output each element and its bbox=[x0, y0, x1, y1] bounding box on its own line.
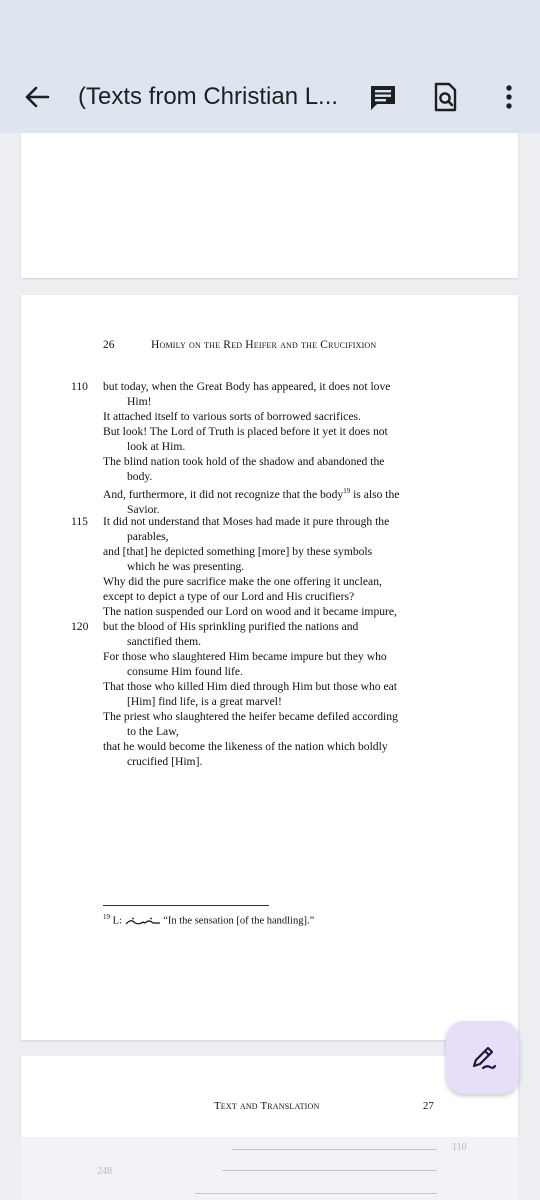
poem-line bbox=[71, 619, 443, 649]
running-head-title: Homily on the Red Heifer and the Crucifixion bbox=[151, 339, 377, 351]
back-arrow-icon[interactable] bbox=[20, 80, 54, 114]
line-text: Why did the pure sacrifice make the one offering it unclean, bbox=[103, 575, 382, 588]
poem-line bbox=[103, 484, 443, 517]
ghost-syriac-line bbox=[222, 1170, 437, 1171]
ghost-syriac-line bbox=[195, 1193, 437, 1194]
ghost-line-number: 110 bbox=[452, 1142, 467, 1153]
poem-line bbox=[103, 649, 443, 679]
poem-line bbox=[103, 454, 443, 484]
poem-line bbox=[103, 679, 443, 709]
footnote bbox=[103, 913, 463, 927]
pdf-page-previous bbox=[21, 133, 518, 278]
line-continuation: Savior. bbox=[127, 502, 160, 516]
footnote-text: “In the sensation [of the handling].” bbox=[163, 915, 315, 927]
line-text: But look! The Lord of Truth is placed before it yet it does not bbox=[103, 425, 388, 438]
line-continuation: Him! bbox=[127, 395, 152, 408]
poem-line bbox=[103, 574, 443, 589]
line-text: but today, when the Great Body has appeared, it does not love bbox=[103, 380, 391, 393]
line-text: and [that] he depicted something [more] by these symbols bbox=[103, 545, 373, 558]
line-number: 110 bbox=[71, 380, 88, 393]
bottom-fade-overlay bbox=[0, 1137, 540, 1200]
ghost-page-number: 248 bbox=[97, 1166, 112, 1177]
line-text: The priest who slaughtered the heifer became defiled according bbox=[103, 710, 398, 723]
poem-line bbox=[103, 589, 443, 604]
line-text-after: is also the bbox=[350, 487, 400, 501]
line-continuation: look at Him. bbox=[127, 440, 186, 453]
more-vert-icon[interactable] bbox=[492, 80, 526, 114]
line-text: That those who killed Him died through Him but those who eat bbox=[103, 680, 397, 693]
poem-line bbox=[103, 424, 443, 454]
poem-line bbox=[71, 379, 443, 409]
line-text: The blind nation took hold of the shadow and abandoned the bbox=[103, 455, 385, 468]
app-bar bbox=[0, 0, 540, 133]
line-continuation: body. bbox=[127, 470, 153, 483]
line-continuation: crucified [Him]. bbox=[127, 755, 203, 768]
syriac-word-glyph-icon bbox=[125, 917, 161, 926]
poem-line bbox=[103, 709, 443, 739]
annotate-fab-button[interactable] bbox=[446, 1021, 519, 1094]
line-continuation: consume Him found life. bbox=[127, 665, 243, 678]
line-continuation: parables, bbox=[127, 530, 169, 543]
line-continuation: to the Law, bbox=[127, 725, 179, 738]
poem-line bbox=[103, 604, 443, 619]
line-continuation: which he was presenting. bbox=[127, 560, 245, 573]
poem-line bbox=[71, 514, 443, 544]
footnote-mark: 19 bbox=[103, 913, 110, 921]
line-text: For those who slaughtered Him became impure but they who bbox=[103, 650, 387, 663]
line-number: 115 bbox=[71, 515, 88, 528]
footnote-divider bbox=[103, 905, 269, 906]
line-text: And, furthermore, it did not recognize that the body bbox=[103, 487, 344, 501]
poem-line bbox=[103, 544, 443, 574]
line-number: 120 bbox=[71, 620, 89, 633]
line-text: It did not understand that Moses had made it pure through the bbox=[103, 515, 390, 528]
footnote-reference[interactable]: 19 bbox=[343, 487, 351, 495]
line-continuation: sanctified them. bbox=[127, 635, 202, 648]
edit-pen-icon bbox=[468, 1043, 497, 1072]
ghost-syriac-line bbox=[232, 1149, 437, 1150]
footnote-prefix: L: bbox=[112, 915, 122, 927]
page-number: 26 bbox=[103, 339, 115, 351]
poem-line bbox=[103, 409, 443, 424]
line-continuation: [Him] find life, is a great marvel! bbox=[127, 695, 282, 708]
running-head-title: Text and Translation bbox=[214, 1100, 320, 1112]
line-text: that he would become the likeness of the nation which boldly bbox=[103, 740, 388, 753]
line-text: The nation suspended our Lord on wood and it became impure, bbox=[103, 605, 397, 618]
document-title: (Texts from Christian L... bbox=[78, 83, 339, 110]
pdf-page-26 bbox=[21, 295, 518, 1040]
page-number: 27 bbox=[423, 1100, 434, 1112]
poem-line bbox=[103, 739, 443, 769]
line-text: but the blood of His sprinkling purified the nations and bbox=[103, 620, 359, 633]
line-text: It attached itself to various sorts of borrowed sacrifices. bbox=[103, 410, 361, 423]
find-in-page-icon[interactable] bbox=[428, 80, 462, 114]
line-text: except to depict a type of our Lord and His crucifiers? bbox=[103, 590, 355, 603]
comment-icon[interactable] bbox=[366, 80, 400, 114]
